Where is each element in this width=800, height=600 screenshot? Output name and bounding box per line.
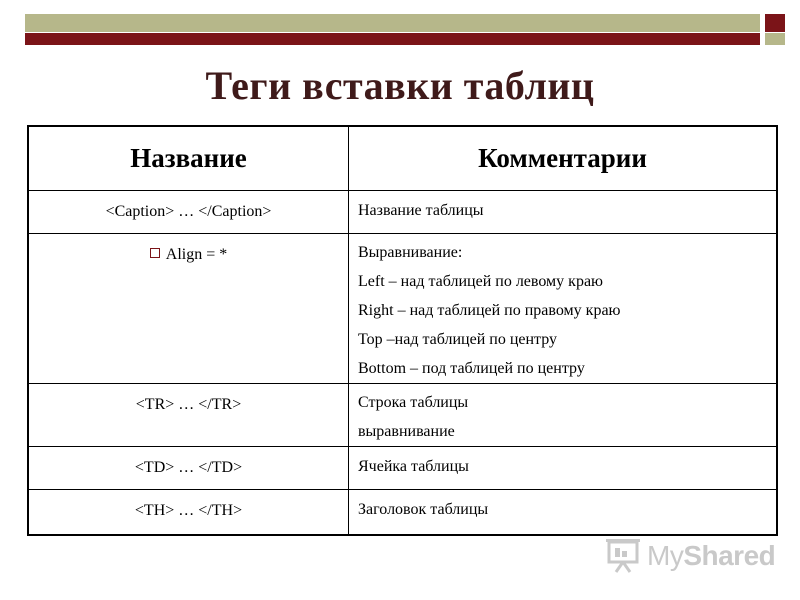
tag-text: <TD> … </TD> [134,459,243,476]
table-row [28,191,777,234]
tag-text: <TR> … </TR> [135,396,242,413]
cell-tag [28,490,349,535]
comment-line: Left – над таблицей по левому краю [358,273,603,290]
cell-tag [28,191,349,234]
myshared-logo [606,537,776,573]
slide-title: Теги вставки таблиц [205,63,595,108]
comment-line: Top –над таблицей по центру [358,331,558,348]
cell-tag [28,384,349,447]
comment-line: Bottom – под таблицей по центру [358,360,585,377]
cell-tag [28,234,349,384]
cell-comment [349,234,778,384]
comment-line: Right – над таблицей по правому краю [358,302,621,319]
tags-table [27,125,778,536]
cell-comment [349,490,778,535]
cell-comment [349,191,778,234]
header-square-olive [765,33,785,45]
tag-text: <Caption> … </Caption> [105,203,272,220]
square-bullet-icon [150,248,160,258]
comment-line: Выравнивание: [358,244,463,261]
header-comments: Комментарии [349,126,778,191]
tag-text [29,245,348,265]
table-row [28,490,777,535]
comment-line: Строка таблицы [358,394,469,411]
table-row [28,384,777,447]
comment-line: Ячейка таблицы [358,458,469,475]
table-row [28,234,777,384]
table-row [28,447,777,490]
comment-line: выравнивание [358,423,455,440]
comment-line: Название таблицы [358,202,484,219]
header-square-maroon [765,14,785,32]
comment-line: Заголовок таблицы [358,501,489,518]
header-name: Название [28,126,349,191]
cell-comment [349,447,778,490]
table-header-row [28,126,777,191]
tag-text: <TH> … </TH> [134,502,243,519]
header-bar-maroon [25,33,760,45]
tag-attr: Align = * [165,246,228,263]
cell-comment [349,384,778,447]
presentation-board-icon [606,537,642,573]
header-bar-olive [25,14,760,32]
logo-text: MyShared [647,540,776,571]
cell-tag [28,447,349,490]
